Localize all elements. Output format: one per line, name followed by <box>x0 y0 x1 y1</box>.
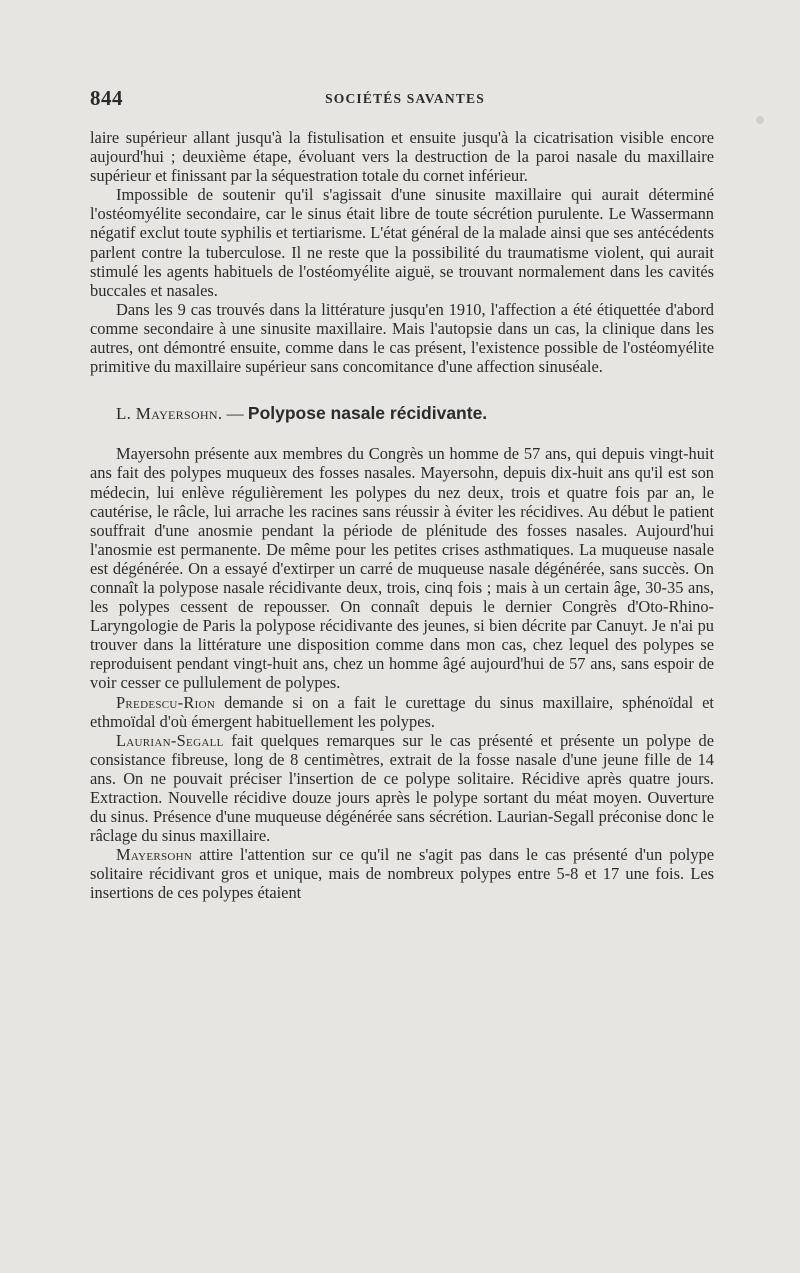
article-heading <box>116 404 714 423</box>
speaker-name: Mayersohn <box>116 845 193 865</box>
paper-blemish <box>756 116 764 124</box>
paragraph: Dans les 9 cas trouvés dans la littérature jusqu'en 1910, l'affection a été étiquettée d'abord comme secondaire à une sinusite maxillaire. Mais l'autopsie dans un cas, la clinique dans les autres, ont démontré ensuite, comme dans le cas présent, l'existence possible de l'ostéomyélite primitive du maxillaire supérieur sans concomitance d'une affection sinuséale. <box>90 299 714 377</box>
page-header <box>90 86 720 116</box>
article-title: Polypose nasale récidivante. <box>247 403 488 424</box>
discussion-paragraph <box>90 693 714 731</box>
paragraph: Impossible de soutenir qu'il s'agissait d'une sinusite maxillaire qui aurait déterminé l'ostéomyélite secondaire, car le sinus était libre de toute sécrétion purulente. Le Wassermann négatif exclut toute syphilis et tertiarisme. L'état général de la malade ainsi que ses antécédents parlent contre la tuberculose. Il ne reste que la possibilité du traumatisme violent, qui aurait stimulé les agents habituels de l'ostéomyélite aiguë, se trouvant normalement dans les cavités buccales et nasales. <box>90 185 714 300</box>
body-text <box>90 128 714 903</box>
heading-dash: — <box>226 404 244 424</box>
discussion-text: demande si on a fait le curettage du sinus maxillaire, sphénoïdal et ethmoïdal d'où émergent habituellement les polypes. <box>90 692 714 731</box>
paragraph-continuation: laire supérieur allant jusqu'à la fistulisation et ensuite jusqu'à la cicatrisation visible encore aujourd'hui ; deuxième étape, évoluant vers la destruction de la paroi nasale du maxillaire supérieur et finissant par la séquestration totale du cornet inférieur. <box>90 128 714 186</box>
paragraph: Mayersohn présente aux membres du Congrès un homme de 57 ans, qui depuis vingt-huit ans fait des polypes muqueux des fosses nasales. Mayersohn, depuis dix-huit ans qu'il est son médecin, lui enlève régulièrement les polypes du nez deux, trois et quatre fois par an, le cautérise, le râcle, lui arrache les racines sans réussir à éviter les récidives. Au début le patient souffrait d'une anosmie pendant la période de plénitude des fosses nasales. Aujourd'hui l'anosmie est permanente. De même pour les petites crises asthmatiques. La muqueuse nasale est dégénérée. On a essayé d'extirper un carré de muqueuse nasale dégénérée, sans succès. On connaît la polypose nasale récidivante deux, trois, cinq fois ; mais à un certain âge, 30-35 ans, les polypes cessent de repousser. On connaît depuis le dernier Congrès d'Oto-Rhino-Laryngologie de Paris la polypose récidivante des jeunes, si bien décrite par Canuyt. Je n'ai pu trouver dans la littérature une disposition comme dans mon cas, chez lequel des polypes se reproduisent pendant vingt-huit ans, chez un homme âgé aujourd'hui de 57 ans, sans espoir de voir cesser ce pullulement de polypes. <box>90 444 714 693</box>
speaker-name: Laurian-Segall <box>116 730 224 750</box>
running-head: SOCIÉTÉS SAVANTES <box>325 91 485 106</box>
speaker-name: Predescu-Rion <box>116 692 216 712</box>
discussion-text: attire l'attention sur ce qu'il ne s'agit pas dans le cas présenté d'un polype solitaire récidivant gros et unique, mais de nombreux polypes entre 5-8 et 17 une fois. Les insertions de ces polypes étaient <box>90 845 714 903</box>
discussion-text: fait quelques remarques sur le cas présenté et présente un polype de consistance fibreuse, long de 8 centimètres, extrait de la fosse nasale d'une jeune fille de 14 ans. On ne pouvait préciser l'insertion de ce polype solitaire. Récidive après quatre jours. Extraction. Nouvelle récidive douze jours après le polype sortant du méat moyen. Ouverture du sinus. Présence d'une muqueuse dégénérée sans sécrétion. Laurian-Segall préconise donc le râclage du sinus maxillaire. <box>90 730 714 846</box>
discussion-paragraph <box>90 845 714 902</box>
discussion-paragraph <box>90 731 714 846</box>
page-number: 844 <box>90 86 123 110</box>
article-author: L. Mayersohn. <box>116 404 223 424</box>
